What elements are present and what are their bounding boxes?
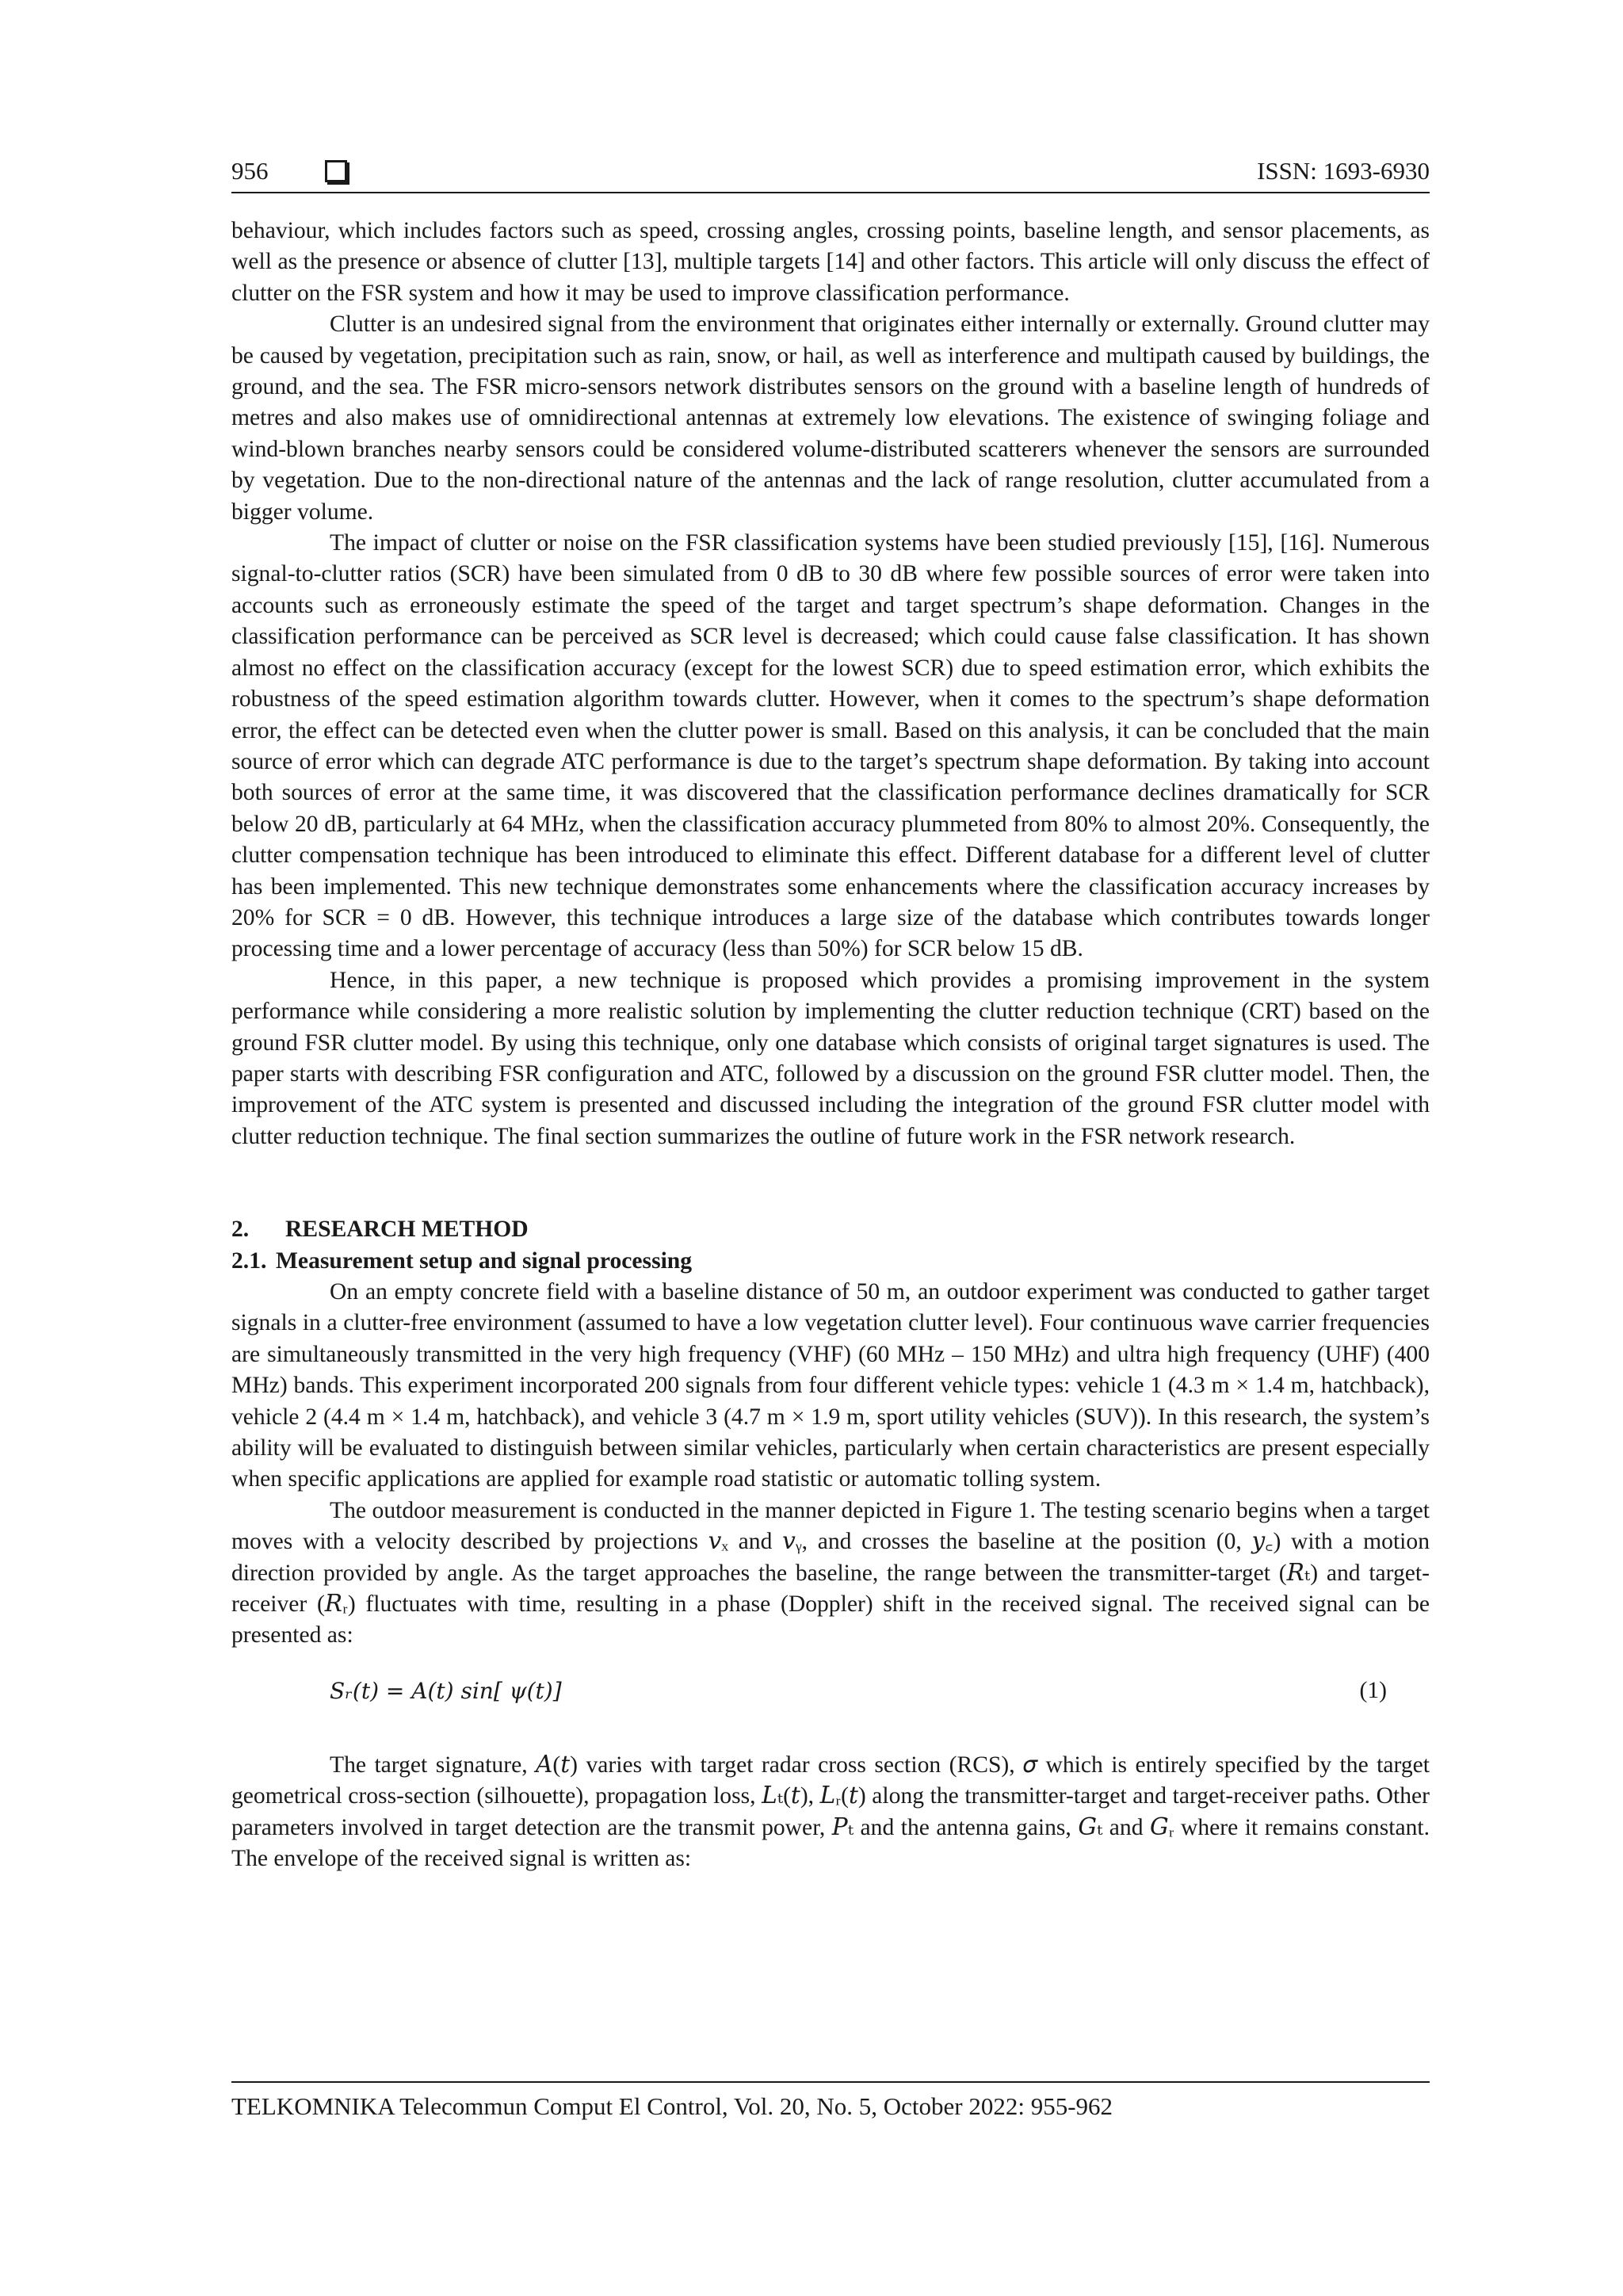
subsection-number: 2.1. [231, 1247, 267, 1274]
paragraph-3: The impact of clutter or noise on the FSR classification systems have been studied previously [15], [16]. Numerous signal-to-clutter ratios (SCR) have been simulated from 0 dB to 30 dB where few possible sources of error were taken into accounts such as erroneously estimate the speed of the target and target spectrum’s shape deformation. Changes in the classification performance can be perceived as SCR level is decreased; which could cause false classification. It has shown almost no effect on the classification accuracy (except for the lowest SCR) due to speed estimation error, which exhibits the robustness of the speed estimation algorithm towards clutter. However, when it comes to the spectrum’s shape deformation error, the effect can be detected even when the clutter power is small. Based on this analysis, it can be concluded that the main source of error which can degrade ATC performance is due to the target’s spectrum shape deformation. By taking into account both sources of error at the same time, it was discovered that the classification performance declines dramatically for SCR below 20 dB, particularly at 64 MHz, when the classification accuracy plummeted from 80% to almost 20%. Consequently, the clutter compensation technique has been introduced to eliminate this effect. Different database for a different level of clutter has been implemented. This new technique demonstrates some enhancements where the classification accuracy increases by 20% for SCR = 0 dB. However, this technique introduces a large size of the database which contributes towards longer processing time and a lower percentage of accuracy (less than 50%) for SCR below 15 dB. [231, 530, 1430, 962]
paragraph-7: The target signature, 𝐴(𝑡) varies with target radar cross section (RCS), 𝜎 which is entirely specified by the target geometrical cross-section (silhouette), propagation loss, 𝐿ₜ(𝑡), 𝐿ᵣ(𝑡) along the transmitter-target and target-receiver paths. Other parameters involved in target detection are the transmit power, 𝑃ₜ and the antenna gains, 𝐺ₜ and 𝐺ᵣ where it remains constant. The envelope of the received signal is written as: [231, 1752, 1430, 1872]
section-title: RESEARCH METHOD [285, 1217, 529, 1243]
paragraph-5: On an empty concrete field with a baseline distance of 50 m, an outdoor experiment was conducted to gather target signals in a clutter-free environment (assumed to have a low vegetation clutter level). Four continuous wave carrier frequencies are simultaneously transmitted in the very high frequency (VHF) (60 MHz – 150 MHz) and ultra high frequency (UHF) (400 MHz) bands. This experiment incorporated 200 signals from four different vehicle types: vehicle 1 (4.3 m × 1.4 m, hatchback), vehicle 2 (4.4 m × 1.4 m, hatchback), and vehicle 3 (4.7 m × 1.9 m, sport utility vehicles (SUV)). In this research, the system’s ability will be evaluated to distinguish between similar vehicles, particularly when certain characteristics are present especially when specific applications are applied for example road statistic or automatic tolling system. [231, 1279, 1430, 1492]
subsection-heading-2-1 [231, 1246, 1430, 1277]
equation-expression: 𝑆ᵣ(𝑡) = 𝐴(𝑡) 𝑠𝑖𝑛[ 𝜓(𝑡)] [330, 1677, 562, 1704]
equation-1 [231, 1675, 1430, 1707]
section-heading-2 [231, 1214, 1430, 1245]
issn-label: ISSN: 1693-6930 [1257, 157, 1430, 185]
page-header [231, 155, 1430, 193]
footer-rule [231, 2081, 1430, 2083]
paragraph-6: The outdoor measurement is conducted in the manner depicted in Figure 1. The testing scenario begins when a target moves with a velocity described by projections 𝑣ₓ and 𝑣ᵧ, and crosses the baseline at the position (0, 𝑦꜀) with a motion direction provided by angle. As the target approaches the baseline, the range between the transmitter-target (𝑅ₜ) and target-receiver (𝑅ᵣ) fluctuates with time, resulting in a phase (Doppler) shift in the received signal. The received signal can be presented as: [231, 1497, 1430, 1648]
page-footer: TELKOMNIKA Telecommun Comput El Control, Vol. 20, No. 5, October 2022: 955-962 [231, 2092, 1113, 2120]
page-number: 956 [231, 157, 269, 185]
paragraph-2: Clutter is an undesired signal from the environment that originates either internally or externally. Ground clutter may be caused by vegetation, precipitation such as rain, snow, or hail, as well as interference and multipath caused by buildings, the ground, and the sea. The FSR micro-sensors network distributes sensors on the ground with a baseline length of hundreds of metres and also makes use of omnidirectional antennas at extremely low elevations. The existence of swinging foliage and wind-blown branches nearby sensors could be considered volume-distributed scatterers whenever the sensors are surrounded by vegetation. Due to the non-directional nature of the antennas and the lack of range resolution, clutter accumulated from a bigger volume. [231, 311, 1430, 525]
checkbox-square-icon [325, 160, 347, 182]
paragraph-1: behaviour, which includes factors such as speed, crossing angles, crossing points, baseline length, and sensor placements, as well as the presence or absence of clutter [13], multiple targets [14] and other factors. This article will only discuss the effect of clutter on the FSR system and how it may be used to improve classification performance. [231, 218, 1430, 306]
paragraph-4: Hence, in this paper, a new technique is proposed which provides a promising improvement in the system performance while considering a more realistic solution by implementing the clutter reduction technique (CRT) based on the ground FSR clutter model. By using this technique, only one database which consists of original target signatures is used. The paper starts with describing FSR configuration and ATC, followed by a discussion on the ground FSR clutter model. Then, the improvement of the ATC system is presented and discussed including the integration of the ground FSR clutter model with clutter reduction technique. The final section summarizes the outline of future work in the FSR network research. [231, 967, 1430, 1149]
section-number: 2. [231, 1217, 250, 1243]
header-rule [231, 192, 1430, 193]
equation-number: (1) [1359, 1677, 1387, 1703]
subsection-title: Measurement setup and signal processing [276, 1247, 693, 1274]
article-body [231, 216, 1430, 1875]
